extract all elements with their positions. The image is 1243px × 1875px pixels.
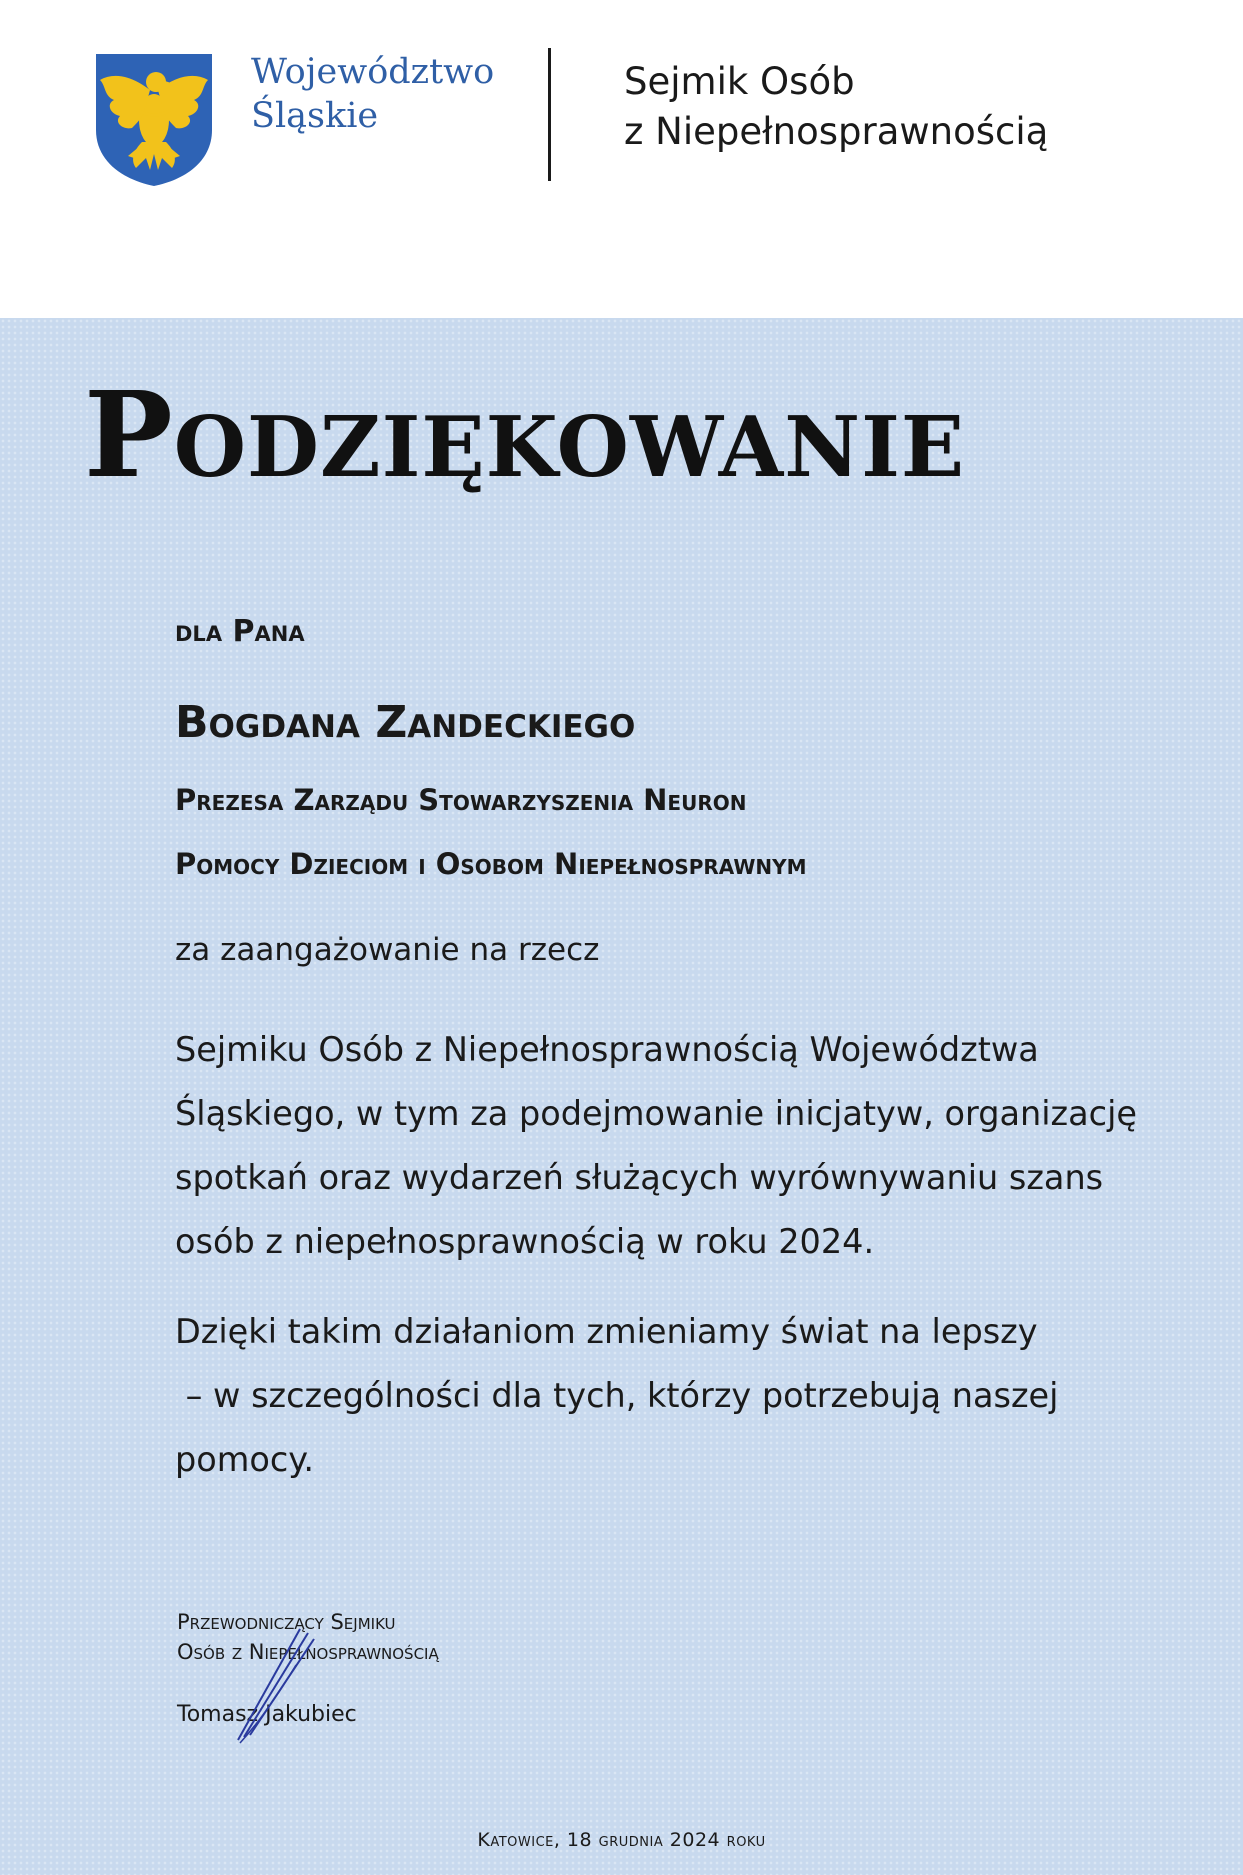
- recipient-name: Bogdana Zandeckiego: [175, 697, 636, 748]
- handwritten-signature-icon: [230, 1625, 320, 1745]
- organization-name-line1: Sejmik Osób: [624, 60, 855, 103]
- place-and-date: Katowice, 18 grudnia 2024 roku: [477, 1829, 766, 1851]
- recipient-role-line2: Pomocy Dzieciom i Osobom Niepełnosprawnym: [175, 847, 807, 881]
- reason-line: Śląskiego, w tym za podejmowanie inicjatyw, organizację: [175, 1094, 1137, 1133]
- organization-name: [624, 57, 1048, 157]
- region-name-line1: Województwo: [251, 52, 495, 92]
- letterhead: [0, 0, 1243, 318]
- signatory-role-line2: Osób z Niepełnosprawnością: [177, 1640, 439, 1664]
- reason-intro: za zaangażowanie na rzecz: [175, 932, 600, 968]
- closing-line: pomocy.: [175, 1440, 315, 1479]
- closing-line: – w szczególności dla tych, którzy potrzebują naszej: [175, 1376, 1059, 1415]
- reason-line: Sejmiku Osób z Niepełnosprawnością Województwa: [175, 1030, 1039, 1069]
- reason-text: [175, 1018, 1137, 1274]
- organization-name-line2: z Niepełnosprawnością: [624, 110, 1049, 153]
- reason-line: spotkań oraz wydarzeń służących wyrównywaniu szans: [175, 1158, 1104, 1197]
- closing-text: [175, 1300, 1058, 1492]
- signatory-role-line1: Przewodniczący Sejmiku: [177, 1610, 396, 1634]
- region-name-line2: Śląskie: [251, 96, 379, 136]
- silesian-eagle-crest-icon: [92, 50, 216, 188]
- region-name: [251, 50, 494, 138]
- recipient-prefix: dla Pana: [175, 614, 305, 649]
- signatory-name: Tomasz Jakubiec: [177, 1702, 357, 1727]
- reason-line: osób z niepełnosprawnością w roku 2024.: [175, 1222, 875, 1261]
- header-divider: [548, 48, 551, 181]
- recipient-role: [175, 768, 807, 896]
- closing-line: Dzięki takim działaniom zmieniamy świat na lepszy: [175, 1312, 1038, 1351]
- certificate-title: Podziękowanie: [84, 365, 966, 504]
- recipient-role-line1: Prezesa Zarządu Stowarzyszenia Neuron: [175, 783, 747, 817]
